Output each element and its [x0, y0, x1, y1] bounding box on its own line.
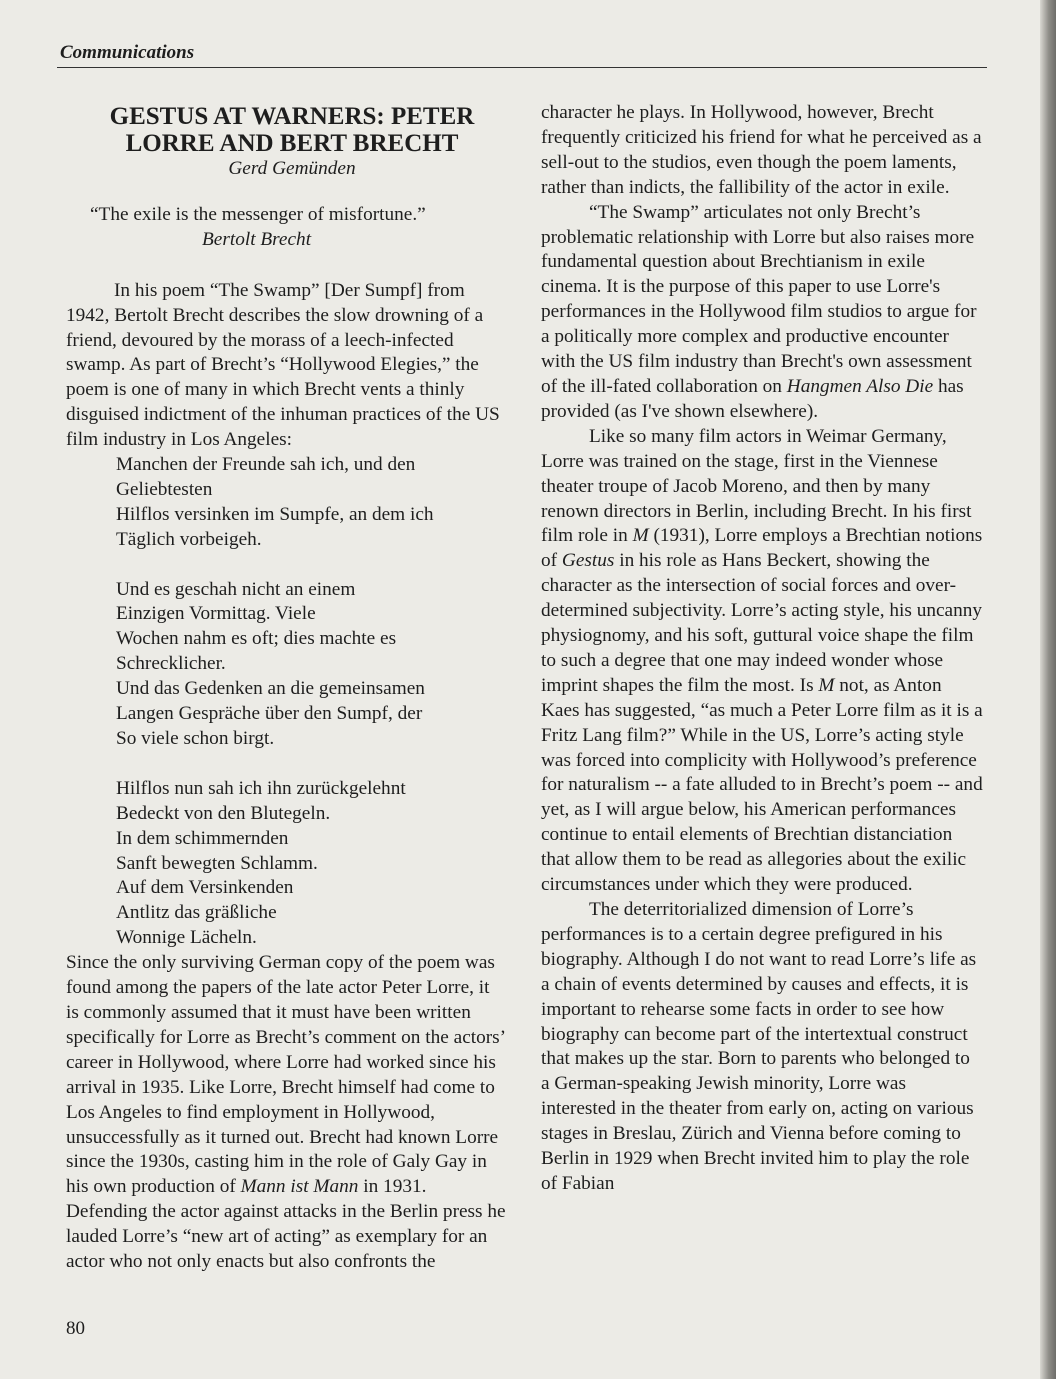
poem-line: Langen Gespräche über den Sumpf, der [116, 703, 423, 725]
film-title: M [818, 674, 835, 696]
page-number: 80 [66, 1318, 85, 1339]
running-head: Communications [60, 42, 195, 63]
text-run: not, as Anton Kaes has suggested, “as much a Peter Lorre film as it is a Fritz Lang film?” While in the US, Lorre’s acting style was forced into complicity with Hollywood’s preference for naturalism -- a fate alluded to in Brecht’s poem -- and yet, as I will argue below, his American performances continue to entail elements of Brechtian distanciation that allow them to be read as allegories about the exilic circumstances under which they were produced. [541, 674, 983, 896]
text-run: in his role as Hans Beckert, showing the character as the intersection of social forces and over-determined subjectivity. Lorre’s acting style, his uncanny physiognomy, and his soft, guttural voice shape the film to such a degree that one may indeed wonder whose imprint shapes the film the most. Is [541, 550, 983, 696]
poem-line: Bedeckt von den Blutegeln. [116, 802, 331, 824]
text-run: in 1931. Defending the actor against attacks in the Berlin press he lauded Lorre’s “new art of acting” as exemplary for an actor who not only enacts but also confronts the [66, 1176, 506, 1273]
epigraph-source: Bertolt Brecht [202, 228, 312, 250]
text-run: Like so many film actors in Weimar Germany, Lorre was trained on the stage, first in the Viennese theater troupe of Jacob Moreno, and then by many renown directors in Berlin, including Brecht. In his first film role in [541, 425, 972, 547]
paragraph-5 [541, 425, 983, 898]
term-gestus: Gestus [561, 550, 615, 572]
poem-line: Schrecklicher. [116, 653, 226, 675]
article-title [66, 101, 506, 157]
text-run: has provided (as I've shown elsewhere). [541, 375, 964, 422]
title-line-2: LORRE AND BERT BRECHT [125, 130, 459, 157]
poem-line: So viele schon birgt. [116, 728, 275, 750]
text-run: Since the only surviving German copy of the poem was found among the papers of the late actor Peter Lorre, it is commonly assumed that it must have been written specifically for Lorre as Brecht’s comment on the actors’ career in Hollywood, where Lorre had worked since his arrival in 1935. Like Lorre, Brecht himself had come to Los Angeles to find employment in Hollywood, unsuccessfully as it turned out. Brecht had known Lorre since the 1930s, casting him in the role of Galy Gay in his own production of [66, 952, 505, 1198]
poem-line: In dem schimmernden [116, 827, 289, 849]
film-title: M [632, 525, 649, 547]
paragraph-1: In his poem “The Swamp” [Der Sumpf] from 1942, Bertolt Brecht describes the slow drowning of a friend, devoured by the morass of a leech-infected swamp. As part of Brecht’s “Hollywood Elegies,” the poem is one of many in which Brecht vents a thinly disguised indictment of the inhuman practices of the US film industry in Los Angeles: [66, 279, 500, 451]
header-rule [57, 67, 987, 68]
epigraph-quote: “The exile is the messenger of misfortune.” [90, 203, 426, 225]
poem-line: Auf dem Versinkenden [116, 877, 294, 899]
left-column [66, 101, 506, 1275]
stanza-gap [116, 553, 506, 578]
poem-line: Wochen nahm es oft; dies machte es [116, 628, 397, 650]
poem-line: Täglich vorbeigeh. [116, 528, 262, 550]
poem-line: Sanft bewegten Schlamm. [116, 852, 318, 874]
paragraph-2 [66, 951, 506, 1275]
poem-line: Und es geschah nicht an einem [116, 578, 356, 600]
poem-line: Hilflos versinken im Sumpfe, an dem ich [116, 503, 434, 525]
poem-line: Antlitz das gräßliche [116, 902, 277, 924]
text-run: (1931), Lorre employs a Brechtian notions of [541, 525, 983, 572]
poem-line: Manchen der Freunde sah ich, und den [116, 454, 416, 476]
title-line-1: GESTUS AT WARNERS: PETER [109, 103, 475, 130]
poem-line: Wonnige Lächeln. [116, 927, 257, 949]
right-column [541, 101, 983, 1197]
paragraph-4 [541, 201, 983, 425]
poem-line: Einzigen Vormittag. Viele [116, 603, 316, 625]
poem-line: Geliebtesten [116, 478, 213, 500]
play-title: Mann ist Mann [240, 1176, 359, 1198]
page-edge-shadow [1040, 0, 1056, 1379]
poem-block [116, 453, 506, 951]
article-author: Gerd Gemünden [228, 158, 356, 179]
text-run: “The Swamp” articulates not only Brecht’s problematic relationship with Lorre but also raises more fundamental question about Brechtianism in exile cinema. It is the purpose of this paper to use Lorre's performances in the Hollywood film studios to argue for a politically more complex and productive encounter with the US film industry than Brecht's own assessment of the ill-fated collaboration on [541, 201, 977, 397]
poem-line: Und das Gedenken an die gemeinsamen [116, 678, 425, 700]
poem-line: Hilflos nun sah ich ihn zurückgelehnt [116, 777, 406, 799]
paragraph-3: character he plays. In Hollywood, however, Brecht frequently criticized his friend for what he perceived as a sell-out to the studios, even though the poem laments, rather than indicts, the fallibility of the actor in exile. [541, 102, 982, 198]
film-title: Hangmen Also Die [786, 375, 934, 397]
paragraph-6: The deterritorialized dimension of Lorre’s performances is to a certain degree prefigured in his biography. Although I do not want to read Lorre’s life as a chain of events determined by causes and effects, it is important to rehearse some facts in order to see how biography can become part of the intertextual construct that makes up the star. Born to parents who belonged to a German-speaking Jewish minority, Lorre was interested in the theater from early on, acting on various stages in Breslau, Zürich and Vienna before coming to Berlin in 1929 when Brecht invited him to play the role of Fabian [541, 899, 977, 1194]
stanza-gap [116, 752, 506, 777]
